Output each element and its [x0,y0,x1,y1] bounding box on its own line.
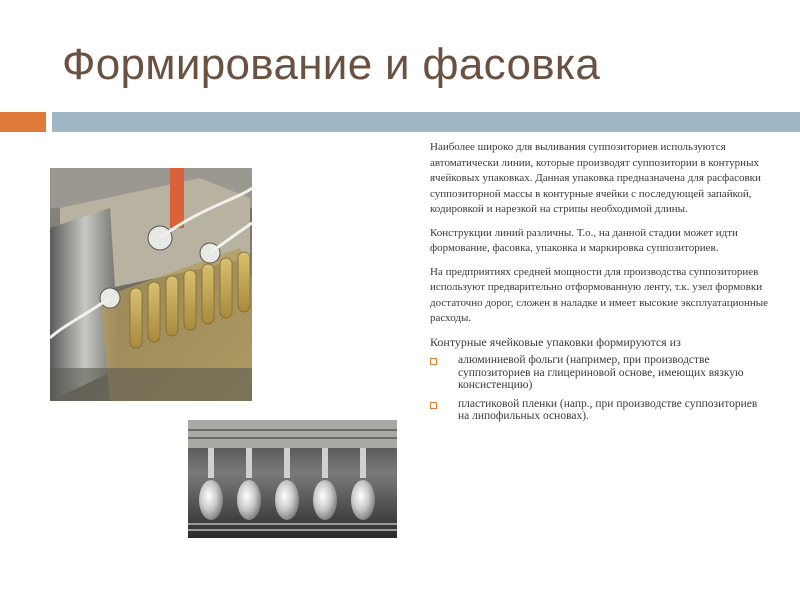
slide-title: Формирование и фасовка [62,40,601,89]
square-bullet-icon [430,402,437,409]
list-lead: Контурные ячейковые упаковки формируются из [430,334,681,349]
filling-machine-photo [50,168,252,401]
paragraph-3: На предприятиях средней мощности для производства суппозиториев используют предварительно отформованную ленту, т.к. узел формовки достаточно дорог, сложен в наладке и имеет высокие эксплуатационные расходы. [430,265,769,324]
bullet-item [430,398,770,423]
square-bullet-icon [430,358,437,365]
filling-machine-illustration [50,168,252,401]
title-underline-bar [52,112,800,132]
bullet-text: пластиковой пленки (напр., при производстве суппозиториев на липофильных основах). [458,397,758,422]
bullet-text: алюминиевой фольги (например, при производстве суппозиториев на глицериновой основе, имеющих вязкую консистенцию) [458,354,744,391]
body-text [430,140,770,429]
accent-bar [0,112,46,132]
paragraph-1: Наиболее широко для выливания суппозиториев используются автоматически линии, которые производят суппозитории в контурных ячейковых упаковках. Данная упаковка предназначена для расфасовки суппозиторной массы в контурные ячейки с последующей запайкой, кодировкой и нарезкой на стрипы необходимой длины. [430,141,761,215]
foil-cells-illustration [188,420,397,538]
paragraph-2: Конструкции линий различны. Т.о., на данной стадии может идти формование, фасовка, упаковка и маркировка суппозиториев. [430,226,738,254]
bullet-item [430,354,770,392]
foil-cells-photo [188,420,397,538]
bullet-list [430,354,770,423]
